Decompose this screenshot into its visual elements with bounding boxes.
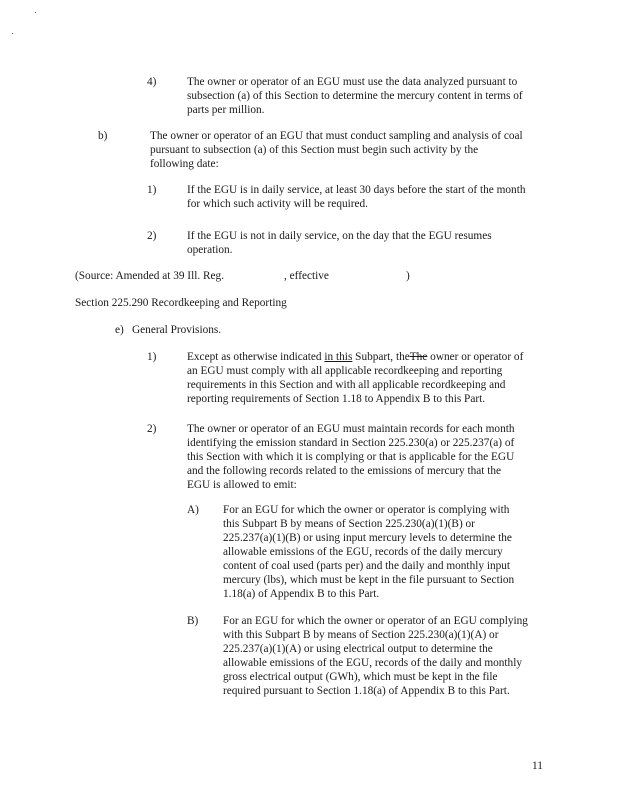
item-b1-line: for which such activity will be required. [187, 198, 369, 210]
item-e1-line: requirements in this Section and with all applicable recordkeeping and [187, 379, 506, 391]
item-e2-line: this Section with which it is complying or that is applicable for the EGU [187, 451, 515, 463]
item-e1-label: 1) [147, 351, 157, 363]
inserted-text: in this [324, 351, 353, 363]
source-note-part3: ) [406, 270, 410, 282]
item-e2-line: EGU is allowed to emit: [187, 479, 297, 491]
item-eA-line: content of coal used (parts per) and the daily and monthly input [223, 560, 511, 572]
item-eB-label: B) [187, 615, 199, 627]
scan-speck [35, 12, 36, 13]
item-eA-line: For an EGU for which the owner or operator is complying with [223, 504, 510, 516]
item-a4-line: The owner or operator of an EGU must use the data analyzed pursuant to [187, 76, 518, 88]
item-e1-line [187, 350, 523, 364]
item-eA-label: A) [187, 504, 199, 516]
subsection-e-label: e) [115, 324, 124, 336]
text-run: Except as otherwise indicated [187, 351, 325, 363]
item-eB-line: 225.237(a)(1)(A) or using electrical output to determine the [223, 643, 493, 655]
item-eB-line: For an EGU for which the owner or operator of an EGU complying [223, 615, 528, 627]
item-e2-line: identifying the emission standard in Section 225.230(a) or 225.237(a) of [187, 437, 515, 449]
item-eA-line: mercury (lbs), which must be kept in the file pursuant to Section [223, 574, 515, 586]
section-heading: Section 225.290 Recordkeeping and Reporting [75, 297, 287, 309]
item-b-line: The owner or operator of an EGU that must conduct sampling and analysis of coal [150, 130, 523, 142]
item-eA-line: 1.18(a) of Appendix B to this Part. [223, 588, 380, 600]
item-eA-line: allowable emissions of the EGU, records of the daily mercury [223, 546, 503, 558]
item-e2-line: and the following records related to the emissions of mercury that the [187, 465, 502, 477]
item-eA-line: this Subpart B by means of Section 225.230(a)(1)(B) or [223, 518, 475, 530]
text-run: owner or operator of [427, 351, 524, 363]
item-e1-line: reporting requirements of Section 1.18 to Appendix B to this Part. [187, 393, 486, 405]
item-e1-line: an EGU must comply with all applicable recordkeeping and reporting [187, 365, 503, 377]
item-b2-line: If the EGU is not in daily service, on the day that the EGU resumes [187, 230, 492, 242]
item-a4-label: 4) [147, 76, 157, 88]
item-eB-line: required pursuant to Section 1.18(a) of Appendix B to this Part. [223, 685, 510, 697]
item-b-label: b) [98, 130, 108, 142]
item-b-line: following date: [150, 158, 219, 170]
subsection-e-title: General Provisions. [132, 324, 222, 336]
item-e2-label: 2) [147, 423, 157, 435]
page-number: 11 [532, 760, 543, 772]
text-run: Subpart, the [352, 351, 410, 363]
item-b-line: pursuant to subsection (a) of this Section must begin such activity by the [150, 144, 479, 156]
item-b1-label: 1) [147, 184, 157, 196]
source-note-part1: (Source: Amended at 39 Ill. Reg. [75, 270, 225, 282]
item-e2-line: The owner or operator of an EGU must maintain records for each month [187, 423, 515, 435]
item-eB-line: gross electrical output (GWh), which must be kept in the file [223, 671, 498, 683]
item-a4-line: subsection (a) of this Section to determine the mercury content in terms of [187, 90, 523, 102]
item-a4-line: parts per million. [187, 104, 265, 116]
item-b2-label: 2) [147, 230, 157, 242]
item-b1-line: If the EGU is in daily service, at least 30 days before the start of the month [187, 184, 526, 196]
item-eB-line: with this Subpart B by means of Section 225.230(a)(1)(A) or [223, 629, 499, 641]
source-note-part2: , effective [284, 270, 329, 282]
scan-speck [12, 33, 13, 34]
item-eA-line: 225.237(a)(1)(B) or using input mercury levels to determine the [223, 532, 512, 544]
deleted-text: The [409, 351, 428, 363]
item-b2-line: operation. [187, 244, 233, 256]
item-eB-line: allowable emissions of the EGU, records of the daily and monthly [223, 657, 522, 669]
